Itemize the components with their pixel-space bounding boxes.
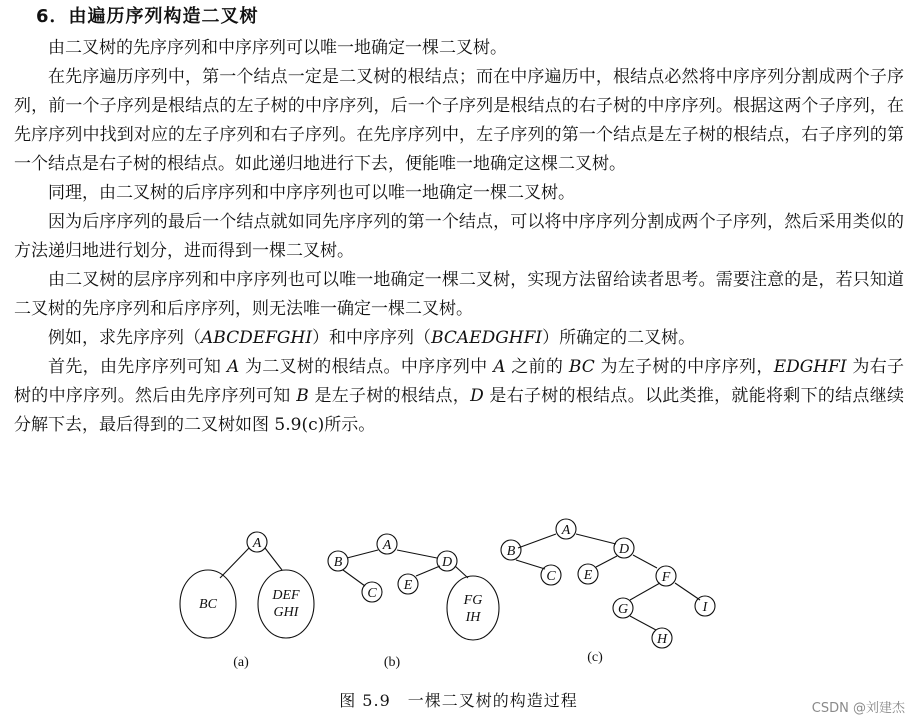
edge-c-fi: [675, 583, 700, 600]
label-c-g: G: [617, 602, 629, 617]
node-a-right: [258, 570, 314, 638]
body-text: [14, 34, 904, 440]
label-a-left: BC: [199, 597, 217, 612]
paragraph-4: 因为后序序列的最后一个结点就如同先序序列的第一个结点，可以将中序序列分割成两个子序列，然后采用类似的方法递归地进行划分，进而得到一棵二叉树。: [14, 212, 904, 261]
edge-c-gh: [630, 616, 656, 630]
edge-b-ab: [347, 550, 378, 558]
label-b-rest-1: FG: [463, 593, 483, 608]
paragraph-2: 在先序遍历序列中，第一个结点一定是二叉树的根结点；而在中序遍历中，根结点必然将中序序列分割成两个子序列，前一个子序列是根结点的左子树的中序序列，后一个子序列是根结点的右子树的中序序列。根据这两个子序列，在先序序列中找到对应的左子序列和右子序列。在先序序列中，左子序列的第一个结点是左子树的根结点，右子序列的第一个结点是右子树的根结点。如此递归地进行下去，便能唯一地确定这棵二叉树。: [14, 67, 904, 174]
edge-c-df: [633, 555, 657, 568]
node-b-rest: [447, 576, 499, 640]
label-c-h: H: [656, 632, 668, 647]
label-sub-b: (b): [383, 655, 401, 670]
paragraph-1: 由二叉树的先序序列和中序序列可以唯一地确定一棵二叉树。: [48, 38, 507, 58]
edge-c-ad: [576, 534, 616, 544]
label-b-d: D: [441, 555, 453, 570]
paragraph-example: 例如，求先序序列（ABCDEFGHI）和中序序列（BCAEDGHFI）所确定的二叉树。: [48, 328, 696, 348]
label-sub-a: (a): [233, 655, 249, 670]
label-a-right-1: DEF: [272, 588, 300, 603]
edge-c-ab: [518, 534, 556, 548]
edge-c-bc: [516, 560, 545, 569]
label-b-c: C: [367, 586, 377, 601]
paragraph-3: 同理，由二叉树的后序序列和中序序列也可以唯一地确定一棵二叉树。: [48, 183, 575, 203]
label-c-a: A: [561, 523, 571, 538]
paragraph-first: 首先，由先序序列可知 A 为二叉树的根结点。中序序列中 A 之前的 BC 为左子树的中序序列，EDGHFI 为右子树的中序序列。然后由先序序列可知 B 是左子树的根结点，D 是右子树的根结点。以此类推，就能将剩下的结点继续分解下去，最后得到的二叉树如图 5.9(c)所示。: [14, 357, 905, 435]
label-b-e: E: [403, 578, 413, 593]
edge-c-fg: [630, 583, 660, 600]
paragraph-5: 由二叉树的层序序列和中序序列也可以唯一地确定一棵二叉树，实现方法留给读者思考。需要注意的是，若只知道二叉树的先序序列和后序序列，则无法唯一确定一棵二叉树。: [14, 270, 904, 319]
edge-a-right: [265, 548, 282, 570]
edge-c-de: [596, 556, 617, 567]
label-b-b: B: [333, 555, 343, 570]
edge-b-bc: [343, 570, 365, 586]
label-c-b: B: [506, 544, 516, 559]
label-c-c: C: [546, 569, 556, 584]
label-c-d: D: [618, 542, 630, 557]
label-c-f: F: [661, 570, 671, 585]
figure-caption: 图 5.9 一棵二叉树的构造过程: [339, 691, 578, 710]
label-b-rest-2: IH: [465, 610, 481, 625]
label-a-root: A: [252, 536, 262, 551]
label-c-i: I: [702, 600, 708, 615]
label-sub-c: (c): [587, 650, 603, 665]
label-a-right-2: GHI: [273, 605, 299, 620]
edge-b-ad: [397, 550, 437, 558]
tree-figure: [0, 508, 917, 688]
section-heading: 6．由遍历序列构造二叉树: [36, 6, 259, 27]
edge-b-drest: [455, 566, 468, 578]
watermark: CSDN @刘建杰: [811, 701, 905, 716]
label-b-a: A: [382, 538, 392, 553]
label-c-e: E: [583, 568, 593, 583]
edge-a-left: [220, 548, 249, 578]
edge-b-de: [416, 566, 440, 576]
